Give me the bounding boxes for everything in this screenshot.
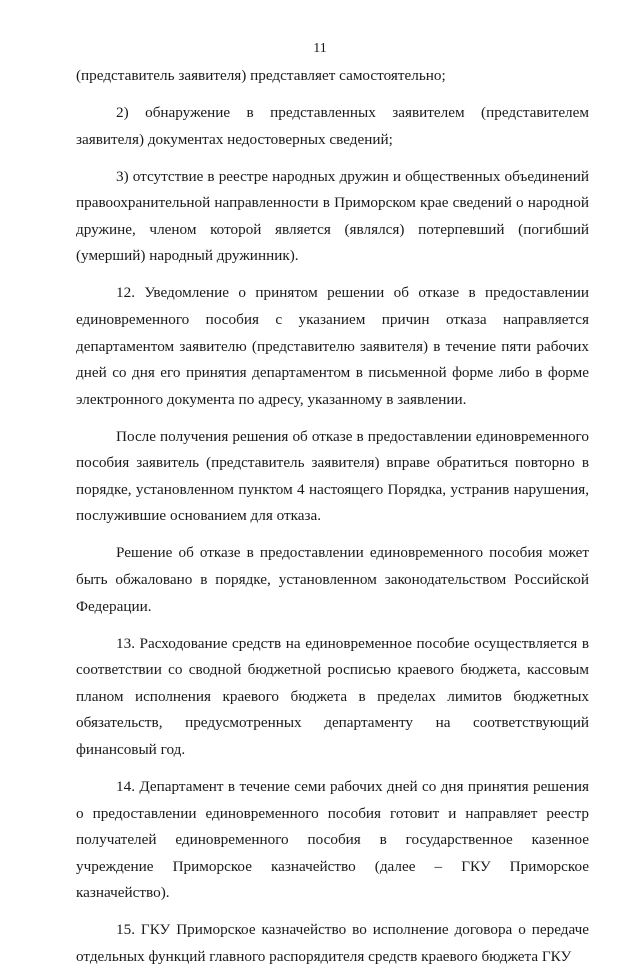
paragraph-clause-15: 15. ГКУ Приморское казначейство во исполнение договора о передаче отдельных функций главного распорядителя средств краевого бюджета ГКУ bbox=[76, 921, 589, 965]
paragraph-continuation: (представитель заявителя) представляет самостоятельно; bbox=[76, 67, 446, 84]
paragraph-item-3: 3) отсутствие в реестре народных дружин и общественных объединений правоохранительной направленности в Приморском крае сведений о народной дружине, членом которой является (являлся) потерпевший (погибший (умерший) народный дружинник). bbox=[76, 167, 589, 265]
page-number: 11 bbox=[313, 41, 327, 56]
paragraph-appeal: Решение об отказе в предоставлении единовременного пособия может быть обжаловано в порядке, установленном законодательством Российской Федерации. bbox=[76, 544, 589, 615]
paragraph-clause-13: 13. Расходование средств на единовременное пособие осуществляется в соответствии со сводной бюджетной росписью краевого бюджета, кассовым планом исполнения краевого бюджета в пределах лимитов бюджетных обязательств, предусмотренных департаменту на соответствующий финансовый год. bbox=[76, 634, 589, 758]
paragraph-clause-14: 14. Департамент в течение семи рабочих дней со дня принятия решения о предоставлении единовременного пособия готовит и направляет реестр получателей единовременного пособия в государственное казенное учреждение Приморское казначейство (далее – ГКУ Приморское казначейство). bbox=[76, 777, 589, 902]
document-body bbox=[76, 63, 589, 971]
paragraph-item-2: 2) обнаружение в представленных заявителем (представителем заявителя) документах недостоверных сведений; bbox=[76, 103, 589, 148]
paragraph-resubmission: После получения решения об отказе в предоставлении единовременного пособия заявитель (представитель заявителя) вправе обратиться повторно в порядке, установленном пунктом 4 настоящего Порядка, устранив нарушения, послужившие основанием для отказа. bbox=[76, 427, 589, 525]
paragraph-clause-12: 12. Уведомление о принятом решении об отказе в предоставлении единовременного пособия с указанием причин отказа направляется департаментом заявителю (представителю заявителя) в течение пяти рабочих дней со дня его принятия департаментом в письменной форме либо в форме электронного документа по адресу, указанному в заявлении. bbox=[76, 284, 589, 408]
